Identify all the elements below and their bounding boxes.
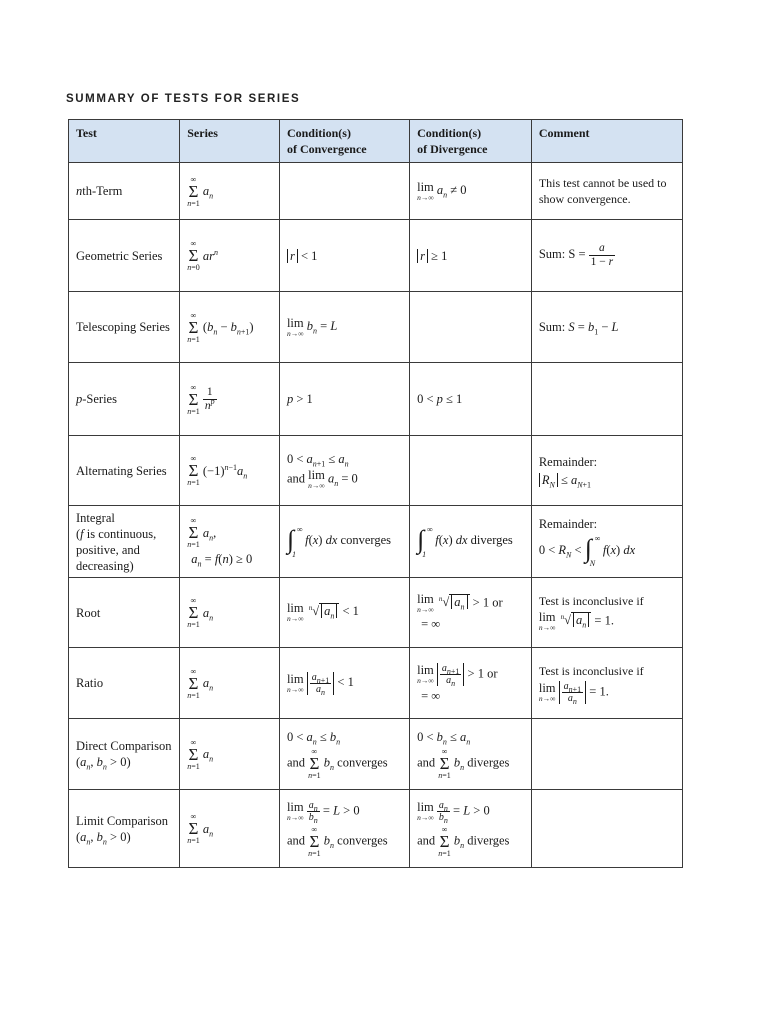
comment-cell: This test cannot be used to show convergence.: [531, 163, 682, 220]
comment-cell: Test is inconclusive if lim n→∞ $^n$√ $a_n = 1$.: [531, 578, 682, 648]
convergence-cell: $0 < a_{n+1} \le a_n$ and lim n→∞ $a_n = 0$: [279, 436, 409, 506]
comment-cell: Remainder: $R_N \le a_{N+1}$: [531, 436, 682, 506]
convergence-cell: p > 1: [279, 363, 409, 436]
series-cell: ∞ Σ n=1 $\frac{1}{n^p}$: [180, 363, 280, 436]
convergence-cell: lim n→∞ $b_n = L$: [279, 292, 409, 363]
test-telescoping: Telescoping Series: [69, 292, 180, 363]
divergence-cell: [410, 292, 532, 363]
divergence-cell: lim n→∞ $^n$√ $a_n > 1$ or = ∞: [410, 578, 532, 648]
page-heading: SUMMARY OF TESTS FOR SERIES: [66, 93, 301, 105]
test-root: Root: [69, 578, 180, 648]
convergence-cell: $0 < a_n \le b_n$ and ∞ Σ n=1 $b_n$ converges: [279, 719, 409, 790]
header-convergence: Condition(s) of Convergence: [279, 120, 409, 163]
series-cell: ∞ Σ n=1 $a_n$: [180, 163, 280, 220]
divergence-cell: lim n→∞ $\frac{a_{n+1}}{a_n}$ > 1 or = ∞: [410, 648, 532, 719]
series-cell: ∞ Σ n=1 $a_n$, $a_n = f(n) \ge 0$: [180, 506, 280, 578]
series-cell: ∞ Σ n=1 $a_n$: [180, 578, 280, 648]
series-tests-table: [68, 119, 683, 868]
header-test: Test: [69, 120, 180, 163]
table-row: [69, 578, 683, 648]
table-row: [69, 163, 683, 220]
table-row: [69, 436, 683, 506]
test-p-series: p-Series: [69, 363, 180, 436]
test-ratio: Ratio: [69, 648, 180, 719]
series-cell: ∞ Σ n=0 $ar^n$: [180, 220, 280, 292]
convergence-cell: lim n→∞ $^n$√ $a_n < 1$: [279, 578, 409, 648]
series-cell: ∞ Σ n=1 $(b_n - b_{n+1})$: [180, 292, 280, 363]
divergence-cell: $0 < b_n \le a_n$ and ∞ Σ n=1 $b_n$ diverges: [410, 719, 532, 790]
divergence-cell: 0 < p ≤ 1: [410, 363, 532, 436]
test-direct-comparison: Direct Comparison ($a_n$, $b_n > 0$): [69, 719, 180, 790]
comment-cell: Test is inconclusive if lim n→∞ $\frac{a_{n+1}}{a_n}$ = 1.: [531, 648, 682, 719]
divergence-cell: ∫ ∞ 1 f(x) dx diverges: [410, 506, 532, 578]
series-cell: ∞ Σ n=1 $a_n$: [180, 648, 280, 719]
header-divergence: Condition(s) of Divergence: [410, 120, 532, 163]
test-alternating: Alternating Series: [69, 436, 180, 506]
divergence-cell: r ≥ 1: [410, 220, 532, 292]
comment-cell: Sum: $S = b_1 - L$: [531, 292, 682, 363]
convergence-cell: lim n→∞ $\frac{a_n}{b_n}$ = L > 0 and ∞ Σ n=1 $b_n$ converges: [279, 790, 409, 868]
convergence-cell: ∫ ∞ 1 f(x) dx converges: [279, 506, 409, 578]
test-limit-comparison: Limit Comparison ($a_n$, $b_n > 0$): [69, 790, 180, 868]
comment-cell: [531, 719, 682, 790]
table-row: [69, 719, 683, 790]
table-row: [69, 648, 683, 719]
convergence-cell: [279, 163, 409, 220]
divergence-cell: lim n→∞ $\frac{a_n}{b_n}$ = L > 0 and ∞ Σ n=1 $b_n$ diverges: [410, 790, 532, 868]
table-row: [69, 292, 683, 363]
test-nth-term: nth-Term: [69, 163, 180, 220]
divergence-cell: lim n→∞ $a_n \ne 0$: [410, 163, 532, 220]
table-row: [69, 220, 683, 292]
comment-cell: Sum: S = $\frac{a}{1 - r}$: [531, 220, 682, 292]
series-cell: ∞ Σ n=1 $a_n$: [180, 790, 280, 868]
series-cell: ∞ Σ n=1 $(-1)^{n-1}a_n$: [180, 436, 280, 506]
comment-cell: [531, 790, 682, 868]
convergence-cell: lim n→∞ $\frac{a_{n+1}}{a_n}$ < 1: [279, 648, 409, 719]
series-cell: ∞ Σ n=1 $a_n$: [180, 719, 280, 790]
table-row: [69, 363, 683, 436]
table-header-row: [69, 120, 683, 163]
test-integral: Integral (f is continuous, positive, and decreasing): [69, 506, 180, 578]
convergence-cell: r < 1: [279, 220, 409, 292]
header-series: Series: [180, 120, 280, 163]
comment-cell: [531, 363, 682, 436]
comment-cell: Remainder: $0 < R_N$ < ∫ ∞ N f(x) dx: [531, 506, 682, 578]
header-comment: Comment: [531, 120, 682, 163]
table-row: [69, 506, 683, 578]
table-row: [69, 790, 683, 868]
test-geometric: Geometric Series: [69, 220, 180, 292]
divergence-cell: [410, 436, 532, 506]
